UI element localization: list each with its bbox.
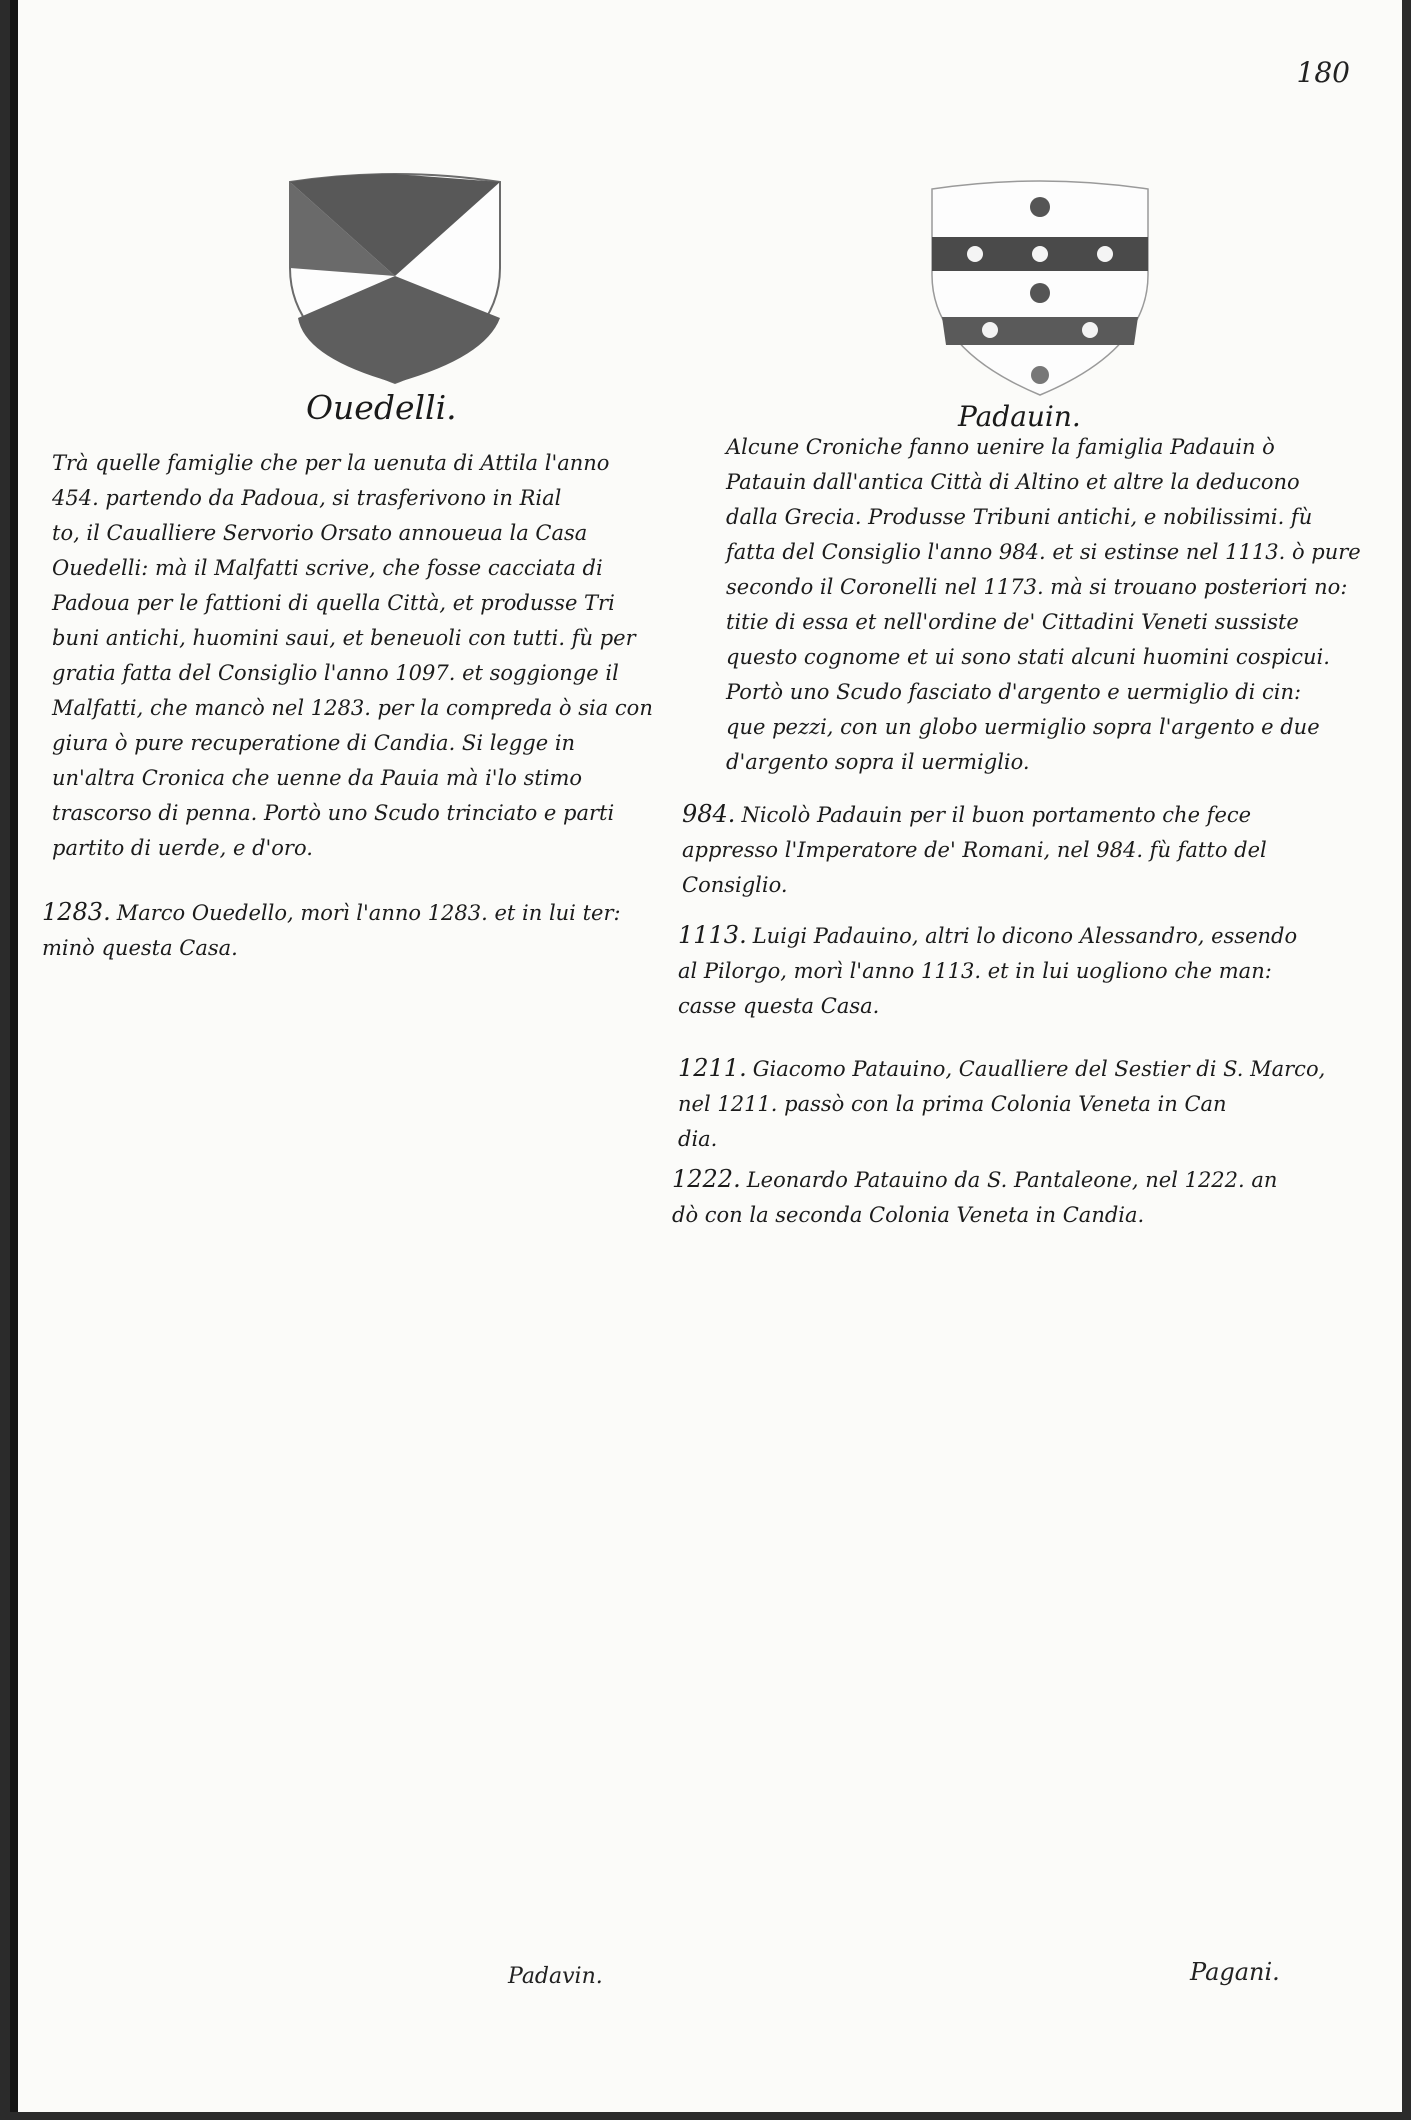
- ouedelli-entry: [42, 895, 682, 966]
- padauin-entry-984: [682, 797, 1372, 903]
- footer-left: Padavin.: [508, 1964, 603, 1989]
- entry-text: Marco Ouedello, morì l'anno 1283. et in lui ter: minò questa Casa.: [42, 901, 621, 960]
- entry-text: Leonardo Patauino da S. Pantaleone, nel 1222. an dò con la seconda Colonia Veneta in Candia.: [672, 1168, 1278, 1227]
- entry-text: Giacomo Patauino, Caualliere del Sestier di S. Marco, nel 1211. passò con la prima Colonia Veneta in Can dia.: [678, 1057, 1326, 1151]
- padauin-description: Alcune Croniche fanno uenire la famiglia Padauin ò Patauin dall'antica Città di Altino et altre la deducono dalla Grecia. Produsse Tribuni antichi, e nobilissimi. fù fatta del Consiglio l'anno 984. et si estinse nel 1113. ò pure secondo il Coronelli nel 1173. mà si trouano posteriori no: titie di essa et nell'ordine de' Cittadini Veneti sussiste questo cognome et ui sono stati alcuni huomini cospicui. Portò uno Scudo fasciato d'argento e uermiglio di cin: que pezzi, con un globo uermiglio sopra l'argento e due d'argento sopra il uermiglio.: [726, 435, 1361, 774]
- entry-text: Luigi Padauino, altri lo dicono Alessandro, essendo al Pilorgo, morì l'anno 1113. et in lui uogliono che man: casse questa Casa.: [678, 924, 1298, 1018]
- entry-year: 984.: [682, 800, 736, 828]
- padauin-entry-1113: [678, 918, 1372, 1024]
- entry-year: 1113.: [678, 921, 747, 949]
- ouedelli-description: Trà quelle famiglie che per la uenuta di Attila l'anno 454. partendo da Padoua, si trasferivono in Rial to, il Caualliere Servorio Orsato annoueua la Casa Ouedelli: mà il Malfatti scrive, che fosse cacciata di Padoua per le fattioni di quella Città, et produsse Tri buni antichi, huomini saui, et beneuoli con tutti. fù per gratia fatta del Consiglio l'anno 1097. et soggionge il Malfatti, che mancò nel 1283. per la compreda ò sia con giura ò pure recuperatione di Candia. Si legge in un'altra Cronica che uenne da Pauia mà i'lo stimo trascorso di penna. Portò uno Scudo trinciato e parti partito di uerde, e d'oro.: [52, 451, 653, 860]
- padauin-entry-1211: [678, 1051, 1372, 1157]
- padauin-shield-icon: [920, 175, 1160, 400]
- entry-year: 1211.: [678, 1054, 747, 1082]
- ouedelli-title: Ouedelli.: [306, 388, 457, 427]
- padauin-entry-1222: [672, 1162, 1372, 1233]
- padauin-title: Padauin.: [958, 400, 1081, 433]
- entry-text: Nicolò Padauin per il buon portamento che fece appresso l'Imperatore de' Romani, nel 984. fù fatto del Consiglio.: [682, 803, 1267, 897]
- manuscript-page: [10, 0, 1402, 2112]
- footer-right: Pagani.: [1190, 1958, 1280, 1986]
- page-number: 180: [1296, 56, 1350, 89]
- page-edge-shadow: [10, 0, 18, 2112]
- entry-year: 1222.: [672, 1165, 741, 1193]
- entry-year: 1283.: [42, 898, 111, 926]
- ouedelli-shield-icon: [280, 168, 510, 388]
